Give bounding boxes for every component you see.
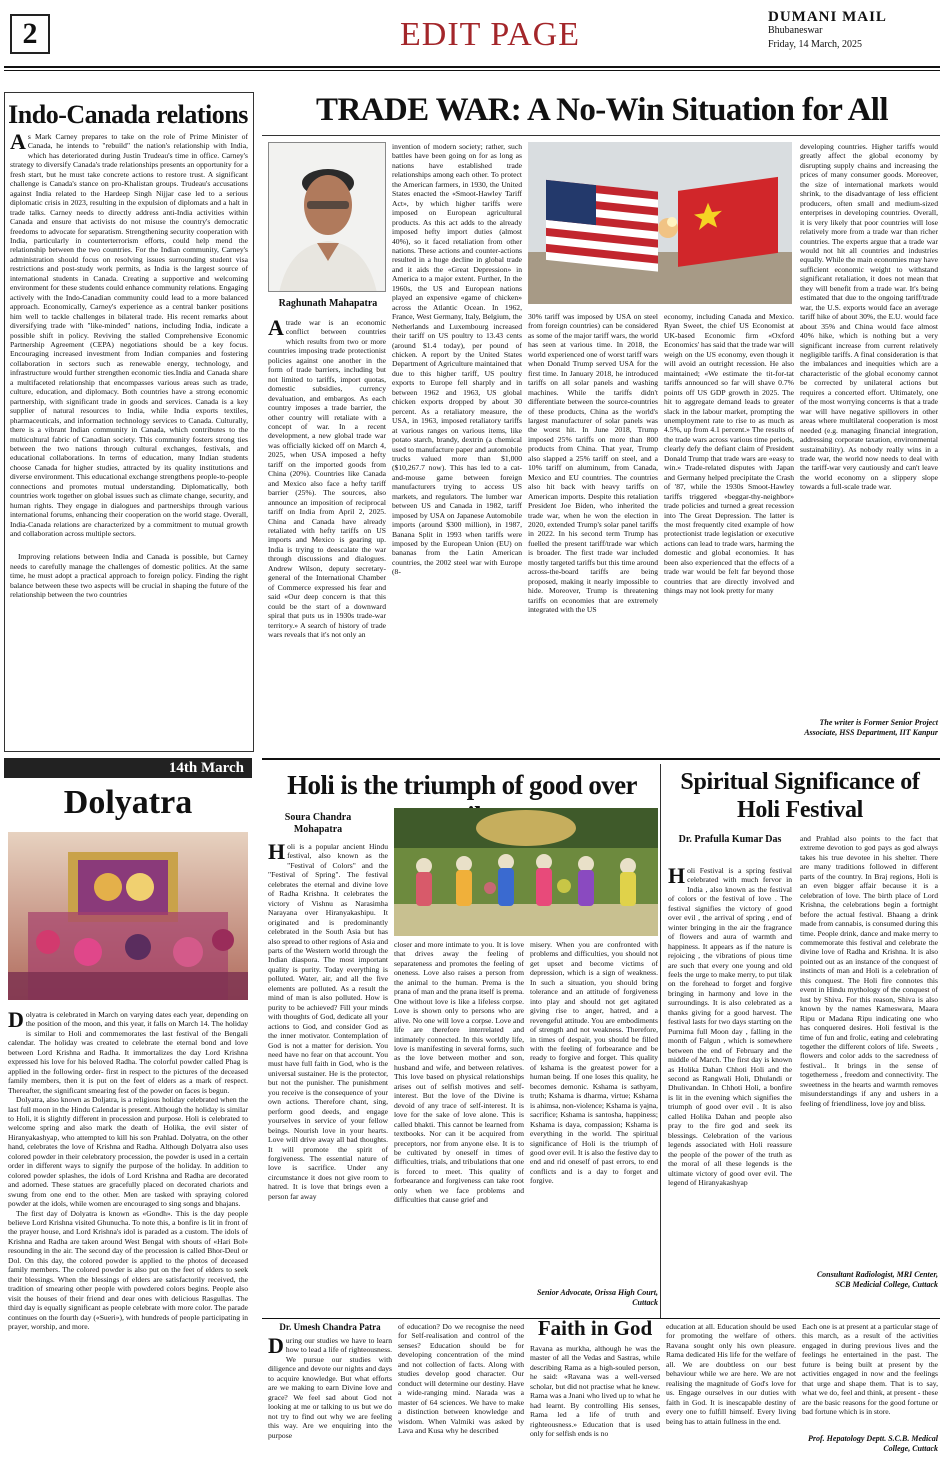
dropcap: D [8, 1010, 24, 1032]
trade-rule [262, 135, 940, 136]
spiritual-signature: Consultant Radiologist, MRI Center, SCB Medicial College, Cuttack [816, 1270, 938, 1289]
holi-col-2: closer and more intimate to you. It is love that drives away the feeling of separateness and promotes the feeling of oneness. Love also raises a person from the animal to the human. Prema is the prana of man and the prana itself is prema. One without love is like a lifeless corpse. Love is shown only to persons who are alive. No one will love a corpse. Love and life are therefore interrelated and intimately connected. In this worldly life, love is manifesting in several forms, such as the love between mother and son, husband and wife, and between relatives. This love based on physical relationships arises out of selfish motives and self-interest. But the love of the Divine is devoid of any trace of self-interest. It is love for the sake of love alone. This is called bhakti. This cannot be learned from textbooks. Nor can it be acquired from preceptors, nor from anyone else. It is to be cultivated by oneself in times of difficulties, trials, and tribulations that one is forced to meet. This quality of forbearance and forgiveness can take root only when we face problems and difficulties that cause grief and [394, 940, 524, 1205]
trade-war-headline: TRADE WAR: A No-Win Situation for All [316, 92, 888, 128]
page-number: 2 [10, 14, 50, 54]
dolyatra-headline: Dolyatra [63, 784, 193, 821]
holi-text: oli is a popular ancient Hindu festival, also known as the "Festival of Colors" and the "Festival of Spring". The festival celebrates the eternal and divine love of Radha Krishna. It celebrates the victory of Vishnu as Narasimha Narayana over Hiranyakashipu. It originated and is predominantly celebrated in the South Asia but has also spread to other regions of Asia and parts of the Western world through the Indian diaspora. The most important quality is purity. Today everything is polluted. Water, air, and all the five elements are polluted. As a result the mind of man is also polluted. How is purity to be achieved? Fill your minds with thoughts of God, dedicate all your actions to God, and consider God as the inner motivator. Contemplation of God is not a matter for derision. You need have no fear on that account. You must have full faith in God, who is the universal sustainer. He is the protector, but not the punisher. The punishment you receive is the consequence of your own actions. Therefore chant, sing, perform good deeds, and engage yourselves in service of your fellow beings. Nourish love in your hearts. Love will drive away all bad thoughts. It will promote the spirit of forgiveness. The essential nature of love is sacrifice. Under any circumstance it does not give room to hatred. It is love that brings even a person far away [268, 842, 388, 1201]
column-divider [660, 764, 661, 1319]
paper-city: Bhubaneswar [768, 25, 823, 36]
header-rule [4, 66, 940, 68]
dropcap: D [268, 1336, 284, 1358]
masthead [768, 10, 938, 52]
section-title: EDIT PAGE [400, 16, 580, 53]
faith-col-3: Ravana as murkha, although he was the master of all the Vedas and Sastras, while describing Rama as a high-souled person, he said: «Ravana was a well-versed scholar, but did not practise what he knew. Rama was a Jnani who lived up to what he had learnt. By controlling His senses, Rama led a life of truth and righteousness.» Education that is used only for selfish ends is no [530, 1344, 660, 1439]
dropcap: H [668, 866, 686, 888]
trade-war-col-4: economy, including Canada and Mexico. Ryan Sweet, the chief US Economist at UK-based Economic firm «Oxford Economics' has said that the trade war will weigh on the US economy, even though it will avoid an outright recession. He also maintained; «We estimate the tit-for-tat tariffs announced so far will shave 0.7% points off US GDP growth in 2025. The hit to aggregate demand leads to greater slack in the labour market, prompting the unemployment rate to rise to as much as 4.5%, up from 4.1 percent.» The results of the trade wars across various time periods, clearly defy the defiant claim of President Donald Trump that trade wars are «easy to win.» Trade-related disputes with Japan and Germany helped precipitate the Crash of '87, while the 1930s Smoot-Hawley tariffs triggered «beggar-thy-neighbor» trade policies and turned a great recession into The Great Depression. The latter is the most frequently cited example of how protectionist trade legislation or executive actions can lead to trade wars, harming the domestic and global economies. It has been also experienced that the effects of a trade war would be felt far beyond those countries that are directly involved and things may not look pretty for many [664, 312, 794, 596]
faith-col-4: education at all. Education should be used for promoting the welfare of others. Ravana sought only his own pleasure. Rama dedicated His life for the welfare of all. We are doubtless on our best behaviour while we are here. We are not realising the magnitude of God's love for us. Engage ourselves in our duties with faith in God. It is inescapable destiny of every one to fulfill himself. Every living being has to attain fullness in the end. [666, 1322, 796, 1426]
holi-col-1 [268, 842, 388, 1312]
paper-date: Friday, 14 March, 2025 [768, 39, 863, 50]
indo-canada-headline: Indo-Canada relations [8, 100, 248, 129]
author-photo [268, 142, 386, 292]
holi-col-3: misery. When you are confronted with problems and difficulties, you should not get upset and become victims of depression, which is a sign of weakness. In such a situation, you should bring tolerance and an attitude of forgiveness into play and should not get agitated giving rise to anger, hatred, and a revengeful attitude. You are embodiments of strength and not weakness. Therefore, in times of despair, you should be filled with the feeling of forbearance and be ready to forgive and forget. This quality of kshama is the greatest power for a human being. If one loses this quality, he becomes demonic. Kshama is sathyam, truth; Kshama is dharma, virtue; Kshama is ahimsa, non-violence; Kshama is yajna, sacrifice; Kshama is santosha, happiness; Kshama is daya, compassion; Kshama is everything in the world. The spiritual significance of Holi is the triumph of good over evil. It is also the festive day to end and rid oneself of past errors, to end conflicts and is a day to forget and forgive. [530, 940, 658, 1186]
dolyatra-photo [8, 832, 248, 1000]
dropcap: A [10, 132, 26, 154]
holi-byline: Soura Chandra Mohapatra [284, 812, 352, 835]
header-rule-thin [4, 70, 940, 71]
trade-war-text: trade war is an economic conflict between countries which results from two or more countries imposing trade protectionist policies against one another in the form of trade barriers, including but not limited to tariffs, import quotas, domestic subsidies, currency devaluation, and embargos. As each country imposes a trade barrier, the other country will retaliate with a concept of war. In a recent development, a new global trade war was officially kicked off on March 4, 2025, when USA imposed a hefty tariff on the imported goods from China (20%). Countries like Canada and Mexico also face a hefty tariff barrier (25%). The sources, also announce an imposition of reciprocal tariff on India from April 2, 2025. China and Canada have already retaliated with hefty tariffs on US imports and Mexico is gearing up. India is trying to deescalate the war through discussions and dialogues. Andrew Wilson, deputy secretary-general of the International Chamber of Commerce expressed his fear and said «Our deep concern is that this could be the start of a downward spiral that puts us in 1930s trade-war territory.» A search of history of trade wars reveals that it's not only an [268, 318, 386, 639]
trade-war-byline: Raghunath Mahapatra [278, 298, 378, 309]
faith-headline: Faith in God [537, 1316, 653, 1340]
faith-col-5: Each one is at present at a particular stage of this march, as a result of the activities engaged in during previous lives and the feelings he entertained in the past. The future is being built at present by the activities engaged in now and the feelings that urge and shape them. That is to say, what we do, feel and think, at present - these are the basic reasons for the good fortune or bad fortune which is in store. [802, 1322, 938, 1417]
trade-war-col-2: invention of modern society; rather, such battles have been going on for as long as nations have established trade relationships among each other. To protect the American farmers, in 1930, the United States enacted the «Smoot-Hawley Tariff Act», by which higher tariffs were imposed on European agricultural products. As this act adds to the already imposed hefty import duties (almost 40%), so it faced retaliation from other nations. These actions and counter-actions resulted in a huge decline in global trade and it aids the «Great Depression» in America to a major extent. Further, In the 1960s, the US and European nations played an expensive «game of chicken» across the Atlantic Ocean. In 1962, France, West Germany, Italy, Belgium, the Netherlands and Luxembourg increased their tariff on US poultry to 13.43 cents (around $1.4 today), per pound of chicken. A report by the United States Department of Agriculture maintained that due to this higher tariff, US poultry exports to Europe fell sharply and in between 1962 and 1963, US global chicken exports dropped by about 30 percent. As a retaliatory measure, the USA, in 1963, imposed retaliatory tariffs at various ranges on various items, like potato starch, brandy, dextrin (a chemical used to manufacture paper and automobile trucks valued more than $1,000 ($10,267.7 now). This has led to a cat-and-mouse game between foreign manufacturers trying to access US markets, and regulators. The lumber war between US and Canada in 1982, tariff imposed by USA on Japanese Automobile imports (around $300 million), in 1987, Banana Split in 1993 when tariffs were imposed by the European Union (EU) on bananas from the Latin American countries, the 2002 steel war with Europe (8- [392, 142, 522, 577]
holi-signature: Senior Advocate, Orissa High Court, Cuttack [536, 1288, 658, 1307]
dolyatra-paragraph: The first day of Dolyatra is known as «Gondh». This is the day people believe Lord Krishna visited Ghunucha. To note this, a bonfire is lit in front of the prayer house, and Lord Krishna's idol is paraded as a custom. The idols of Krishna and Radha are taken around West Bengal with shouts of «Hari Bol» resounding in the air. The second day of the procession is called Bhor-Deul or Dol. On this day, the colored powder is applied to the photos of deceased family members. The colored powder is also put on the feet of elders to seek their blessings. When the blessings of elders are satisfactorily received, the tradition of smearing other people with powdered colors begins. People also visit the houses of their friend and dear ones with delicious Rasgullas. The third day is equally significant as people celebrate with more color. The parade continues on the fourth day («Sueri»), with hundreds of people participating in prayer, worship, and more. [8, 1208, 248, 1331]
trade-war-signature: The writer is Former Senior Project Associate, HSS Department, IIT Kanpur [804, 718, 938, 737]
date-banner: 14th March [4, 758, 252, 778]
dropcap: A [268, 318, 284, 340]
dropcap: H [268, 842, 286, 864]
spiritual-col-2: and Prahlad also points to the fact that extreme devotion to god pays as god always takes his true devotee in his shelter. There are many traditions followed in different parts of the country. In Braj regions, Holi is an even bigger affair because it is a celebration of love. The birth place of Lord Krishna, the celebrations begin a fortnight before the actual festival. Bhaang a drink made from cannabis, is consumed during this time. People drink, dance and make merry to commemorate this festival and celebrate the divine love of Radha and Krishna. It is also pointed out as an instance of the conquest of instincts of man and Holi is a celebration of this conquest. The Holi fire connotes this event in Hindu mythology of the conquest of lust by Shiva. For this reason, Shiva is also known by the names Kameswara, Maara Ripu or Madana Ripu indicating one who has conquered desires. Holi festival is the time of fun and frolic, eating and celebrating together the different colors of life. Sweets , flowers and color adds to the sacredness of festival.. It brings in the sense of togetherness , freedom and connectivity. The sweetness in the hearts and warmth removes misunderstandings if any and ushers in a feeling of friendliness, love joy and bliss. [800, 834, 938, 1108]
faith-col-1 [268, 1336, 392, 1456]
spiritual-col-1 [668, 866, 792, 1312]
trade-war-col-5: developing countries. Higher tariffs would greatly affect the global economy by disrupting supply chains and increasing the prices of many consumer goods. Moreover, the size of international markets would shrink, to the disadvantage of less efficient producers, often small and medium-sized enterprises in developing countries. Overall, it is very likely that poor countries will lose relatively more from a trade war than richer countries. The experts argue that a trade war would not hit all countries and industries equally. While the main economies may have sufficient economic weight to withstand significant retaliation, it does not mean that they will benefit from a trade war. It's being estimated that due to the ongoing tariff/trade war, the U.S. exports would face an average tariff hike of about 30%, the E.U. would face about 35% and China would face almost 40% hike, which is nothing but a very significant increase from current relatively negligible tariffs. A final consideration is that the imbalances and inequities which are a characteristic of the global economy cannot be corrected by unilateral actions but requires a concerted effort. Ultimately, one of the most worrying concerns is that a trade war will have negative spillovers in other areas where multilateral cooperation is most needed (e.g. managing financial integration, addressing corporate taxation, environmental sustainability). As nobody really wins in a trade war, the world now needs to deal with the tariff-war very cautiously and can't leave the world economy on a slippery slope towards a full-scale trade war. [800, 142, 938, 492]
holi-painting [394, 808, 658, 936]
indo-canada-paragraph: Improving relations between India and Canada is possible, but Carney needs to carefully manage the challenges of domestic politics. At the same time, he must adopt a practical approach to foreign policy. Finding the right balance between these two aspects will be crucial in shaping the future of the relationship between the two countries [10, 552, 248, 600]
mid-rule [262, 758, 940, 760]
trade-war-col-1 [268, 318, 386, 754]
holi-headline: Holi is the triumph of good over [287, 770, 637, 800]
faith-col-2: of education? Do we recognise the need for Self-realisation and control of the senses? Education should be for developing concentration of the mind and not collection of facts. Along with studies develop good character. Our conduct will determine our destiny. Have a wide-ranging mind. Narada was a master of 64 sciences. We have to make a distinction between knowledge and wisdom. When Valmiki was asked by Lava and Kusa why he described [398, 1322, 524, 1435]
dolyatra-paragraph: olyatra is celebrated in March on varying dates each year, depending on the position of the moon, and this year, it falls on March 14. The holiday is similar to Holi and commemorates the last festival of the Bengali calendar. The holiday was created to celebrate the eternal bond and love between Lord Krishna and Radha. It immortalizes the day Lord Krishna expressed his love for his beloved Radha. The colorful powder called Phag is applied in the following order- first in respect to the pictures of the deceased family members, then it is put on the feet of elders as a mark of respect. Thereafter, the significant smearing fest of the powder on faces is begun. [8, 1010, 248, 1095]
trade-war-illustration [528, 142, 792, 304]
spiritual-byline: Dr. Prafulla Kumar Das [678, 834, 782, 845]
faith-text: uring our studies we have to learn how to lead a life of righteousness. We pursue our studies with diligence and devote our nights and days to acquire knowledge. But what efforts are we making to earn Divine love and grace? We feel sad about God not looking at me or talking to us but we do not try to find out why we are feeling this way. Are we enquiring into the purpose [268, 1336, 392, 1440]
indo-canada-paragraph: s Mark Carney prepares to take on the role of Prime Minister of Canada, he intends to "rebuild" the nation's relationship with India, which has deteriorated during Justin Trudeau's time in office. Carney's strategy to diversify Canada's trade relationships presents an opportunity for a fresh start, but he must take concrete actions to restore trust. A significant challenge is Canada's stance on pro-Khalistan groups. Trudeau's accusations against India related to the Hardeep Singh Nijjar case led to a serious diplomatic crisis in 2023, resulting in the expulsion of diplomats and a halt in trade talks. Carney needs to directly address anti-India activities within Canada and ensure that activists do not misuse the country's democratic freedoms to advocate for separatism. Strengthening security cooperation with India, particularly in counterterrorism efforts, could help mend the relationship between the two countries. For the Indian community, Carney's administration should focus on resolving issues surrounding student visa restrictions and post-study work permits, as India is the largest source of international students in Canada. Creating a supportive and welcoming environment for these students could enhance community relations. Engaging actively with the Indo-Canadian community could lead to a more balanced approach. Economically, Carney's experience as a central banker positions him well to tackle challenges in bilateral trade. His recent remarks about diversifying trade with "like-minded" nations, including India, indicate a possible shift in policy. Reviving the stalled Comprehensive Economic Partnership Agreement (CEPA) negotiations should be a key focus. Encouraging increased investment from Indian companies and fostering collaboration in sectors such as renewable energy, technology, and infrastructure would further strengthen economic ties.India and Canada share a multifaceted relationship that encompasses various areas such as trade, culture, education, and diplomacy. Both countries have a strong economic partnership, with significant trade in goods and services. Canada is a key supplier of natural resources to India, while India exports textiles, pharmaceuticals, and information technology services to Canada. Culturally, there is a vibrant Indian community in Canada, which contributes to the multicultural fabric of Canadian society. This community fosters strong ties between the two nations through cultural exchanges, festivals, and educational collaborations. In terms of education, many Indian students choose Canada for higher studies, attracted by its quality institutions and diverse environment. This educational exchange strengthens people-to-people connections and promotes mutual understanding. Diplomatically, both countries work together on global issues such as climate change, security, and human rights. They engage in dialogues and partnerships through various international forums, enhancing their cooperation on the world stage. Overall, India-Canada relations are characterized by a commitment to mutual growth and collaboration across multiple sectors. [10, 132, 248, 539]
dolyatra-body [8, 1010, 248, 1455]
indo-canada-body [10, 132, 248, 749]
faith-byline: Dr. Umesh Chandra Patra [279, 1322, 381, 1332]
spiritual-headline: Spiritual Significance of Holi Festival [680, 769, 920, 823]
spiritual-text: oli Festival is a spring festival celebrated with much fervor in India , also known as the festival of colors or the festival of love . The festival signifies the victory of good over evil , the arrival of spring , end of winter bringing in the air the fragrance of flowers and aura of warmth and happiness. It appears as if the nature is rejoicing , the vibrations of pious time are such that every one young and old feels the urge to make merry, to put tilak on the forehead to forget and forgive bringing in harmony and love in the surroundings. It is also celebrated as a thanks giving for a good harvest. The festival lasts for two days starting on the Purnima full Moon day , falling in the month of Falgun , which is somewhere between the end of February and the middle of March. The first day is known as Holika Dahan Chhoti Holi and the second as Rangwali Holi, Dhulandi or Dhulivandan. In Chhoti Holi, a bonfire is lit in the evening which signifies the triumph of good over evil . It is also called Holika Dahan and people also pray to the fire god and seek its blessings. Celebration of the various legends associated with Holi reassure the people of the power of the truth as the moral of all these legends is the ultimate victory of good over evil. The legend of Hiranyakashyap [668, 866, 792, 1187]
paper-name: DUMANI MAIL [768, 9, 887, 25]
trade-war-col-3: 30% tariff was imposed by USA on steel from foreign countries) can be considered as some of the major tariff wars, the world has seen at various time. In 2018, the world experienced one of worst tariff wars when Donald Trump served USA for the first time. In January 2018, he introduced tariffs on all solar panels and washing machines. While the tariffs didn't differentiate between the source-countries of these products, China as the world's largest manufacturer of solar panels was the worst hit. In June 2018, Trump imposed 25% tariffs on more than 800 products from China. That year, Trump also slapped a 25% tariff on steel, and a 10% tariff on aluminum, from Canada, Mexico and EU countries. The countries also hit back with heavy tariffs on American imports. Despite this retaliation President Joe Biden, who inherited the trade war, when he won the election in 2020, extended Trump's solar panel tariffs in 2022. In his second term Trump has fuelled the present tariff/trade war which is broader. The first trade war included mostly targeted tariffs but this time around across-the-board tariffs are being proposed, making it nearly impossible to hide. Moreover, Trump is threatening tariffs on economies that are extremely integrated with the US [528, 312, 658, 615]
faith-signature: Prof. Hepatology Deptt. S.C.B. Medical College, Cuttack [808, 1434, 938, 1453]
dolyatra-paragraph: Dolyatra, also known as Doljatra, is a religious holiday celebrated when the last full moon in the Hindu Calendar is present. Although the holiday is similar to Holi, it is slightly different in procession and purpose. Holi is celebrated to welcome spring and also mark the death of Holika, the evil sister of Hiranyakashyap, who attempted to kill his son Prahlad. Dolyatra, on the other hand, celebrates the love of Krishna and Radha. Although Dolyatra also uses colored powder in their celebratory procession, the powder is used in a certain order in different ways to signify the purpose of the holiday. In addition to colored powder splashes, the idols of Lord Krishna and Radha are decorated and adorned. These statues are gracefully placed on decorated chariots and swung from one end to the other. Men are tasked with spraying colored powder at the idols, while women are encouraged to sing songs and bhajans. [8, 1095, 248, 1209]
